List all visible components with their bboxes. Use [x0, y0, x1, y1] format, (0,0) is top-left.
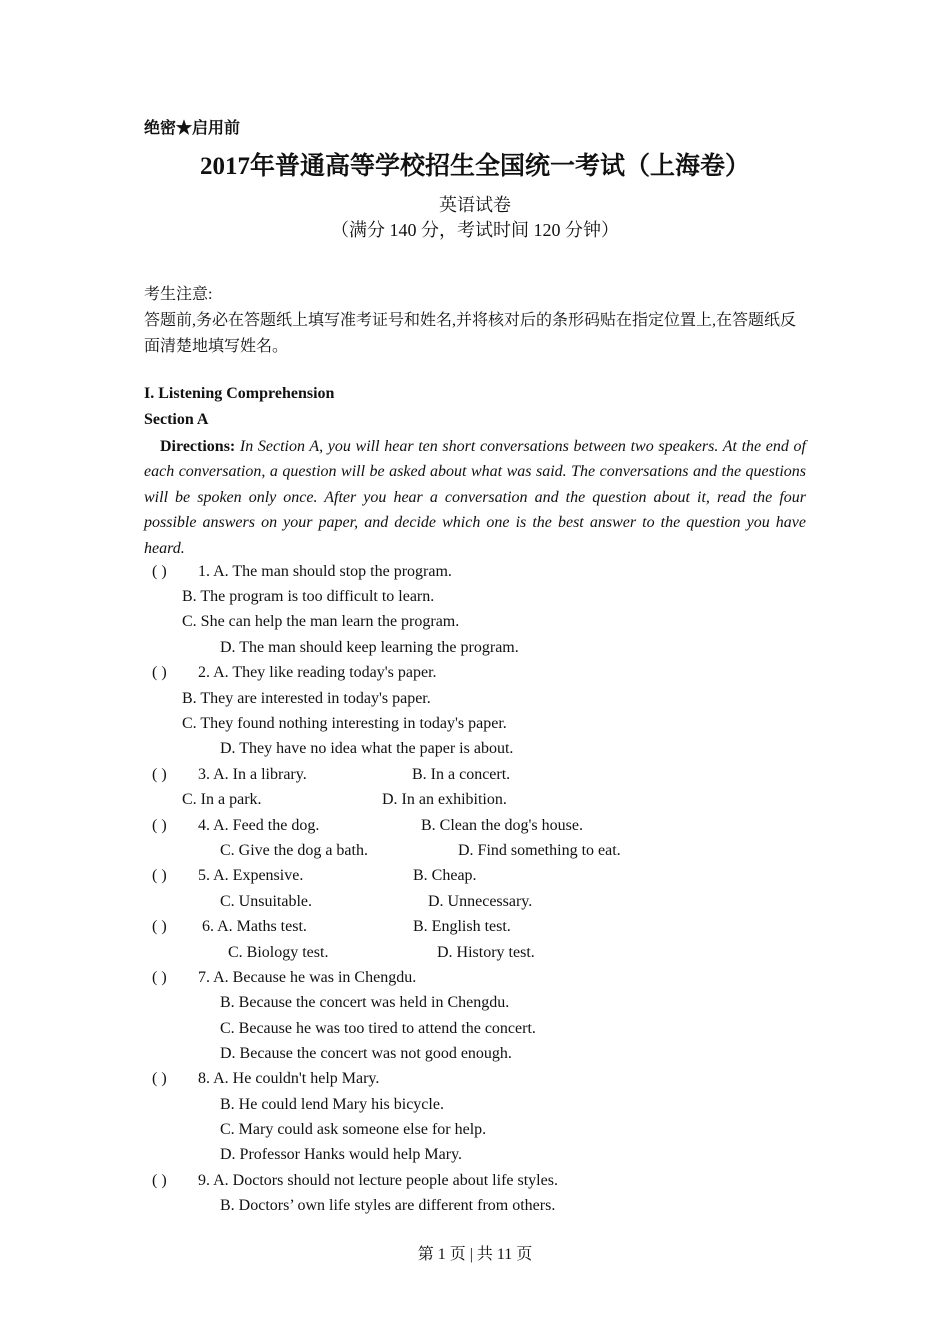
option-c: C. Unsuitable. [220, 893, 312, 910]
answer-blank[interactable]: ( ) [152, 766, 167, 783]
exam-subtitle: 英语试卷 [439, 195, 511, 215]
question-8: ( ) 8. A. He couldn't help Mary. [152, 1070, 380, 1087]
answer-blank[interactable]: ( ) [152, 1070, 167, 1087]
option-a: A. They like reading today's paper. [213, 664, 437, 681]
section-title: I. Listening Comprehension [144, 385, 335, 402]
option-d: D. They have no idea what the paper is about. [220, 740, 514, 757]
exam-title: 2017年普通高等学校招生全国统一考试（上海卷） [199, 153, 750, 180]
answer-blank[interactable]: ( ) [152, 817, 167, 834]
option-d: D. Unnecessary. [428, 893, 533, 910]
option-d: D. Professor Hanks would help Mary. [220, 1146, 463, 1163]
option-b: B. The program is too difficult to learn. [182, 588, 435, 605]
option-b: B. Cheap. [413, 867, 477, 884]
option-b: B. English test. [413, 918, 511, 935]
notice-label: 考生注意: [144, 286, 213, 303]
option-b: B. They are interested in today's paper. [182, 690, 431, 707]
option-c: C. Biology test. [228, 944, 329, 961]
directions-text: In Section A, you will hear ten short conversations between two speakers. At the end of each conversation, a question will be asked about what was said. The conversations and the questions will be spoken only once. After you hear a conversation and the question about it, read the four possible answers on your paper, and decide which one is the best answer to the question you have heard. [144, 438, 806, 557]
option-c: C. Mary could ask someone else for help. [220, 1121, 487, 1138]
option-b: B. In a concert. [412, 766, 511, 783]
question-2: ( ) 2. A. They like reading today's paper. [152, 664, 437, 681]
option-a: A. Feed the dog. [213, 817, 320, 834]
answer-blank[interactable]: ( ) [152, 867, 167, 884]
answer-blank[interactable]: ( ) [152, 563, 167, 580]
secret-mark: 绝密★启用前 [144, 120, 241, 137]
option-c: C. Give the dog a bath. [220, 842, 368, 859]
notice-body: 答题前,务必在答题纸上填写准考证号和姓名,并将核对后的条形码贴在指定位置上,在答题纸反面清楚地填写姓名。 [144, 312, 797, 355]
score-time-info: （满分 140 分，考试时间 120 分钟） [331, 220, 619, 240]
page-indicator: 第 1 页 | 共 11 页 [417, 1246, 533, 1263]
question-4: ( ) 4. A. Feed the dog. [152, 817, 320, 834]
subsection-title: Section A [144, 411, 209, 428]
option-a: A. The man should stop the program. [213, 563, 452, 580]
option-c: C. Because he was too tired to attend the concert. [220, 1020, 536, 1037]
directions-label: Directions: [160, 438, 236, 455]
option-c: C. In a park. [182, 791, 262, 808]
answer-blank[interactable]: ( ) [152, 969, 167, 986]
option-c: C. They found nothing interesting in today's paper. [182, 715, 507, 732]
question-9: ( ) 9. A. Doctors should not lecture people about life styles. [152, 1172, 558, 1189]
option-a: A. He couldn't help Mary. [213, 1070, 380, 1087]
option-a: A. Expensive. [213, 867, 304, 884]
answer-blank[interactable]: ( ) [152, 918, 167, 935]
question-5: ( ) 5. A. Expensive. [152, 867, 304, 884]
question-1: ( ) 1. A. The man should stop the program. [152, 563, 452, 580]
option-d: D. Because the concert was not good enough. [220, 1045, 512, 1062]
question-7: ( ) 7. A. Because he was in Chengdu. [152, 969, 417, 986]
option-d: D. Find something to eat. [458, 842, 621, 859]
directions [144, 434, 806, 561]
option-d: D. History test. [437, 944, 535, 961]
option-a: A. Maths test. [217, 918, 307, 935]
option-d: D. In an exhibition. [382, 791, 507, 808]
option-b: B. Doctors’ own life styles are different from others. [220, 1197, 556, 1214]
option-d: D. The man should keep learning the program. [220, 639, 519, 656]
option-b: B. Because the concert was held in Chengdu. [220, 994, 510, 1011]
option-a: A. In a library. [213, 766, 307, 783]
option-b: B. He could lend Mary his bicycle. [220, 1096, 444, 1113]
answer-blank[interactable]: ( ) [152, 664, 167, 681]
option-a: A. Doctors should not lecture people about life styles. [213, 1172, 558, 1189]
answer-blank[interactable]: ( ) [152, 1172, 167, 1189]
option-c: C. She can help the man learn the program. [182, 613, 460, 630]
option-b: B. Clean the dog's house. [421, 817, 583, 834]
question-3: ( ) 3. A. In a library. [152, 766, 307, 783]
option-a: A. Because he was in Chengdu. [213, 969, 417, 986]
question-6: ( ) 6. A. Maths test. [152, 918, 307, 935]
